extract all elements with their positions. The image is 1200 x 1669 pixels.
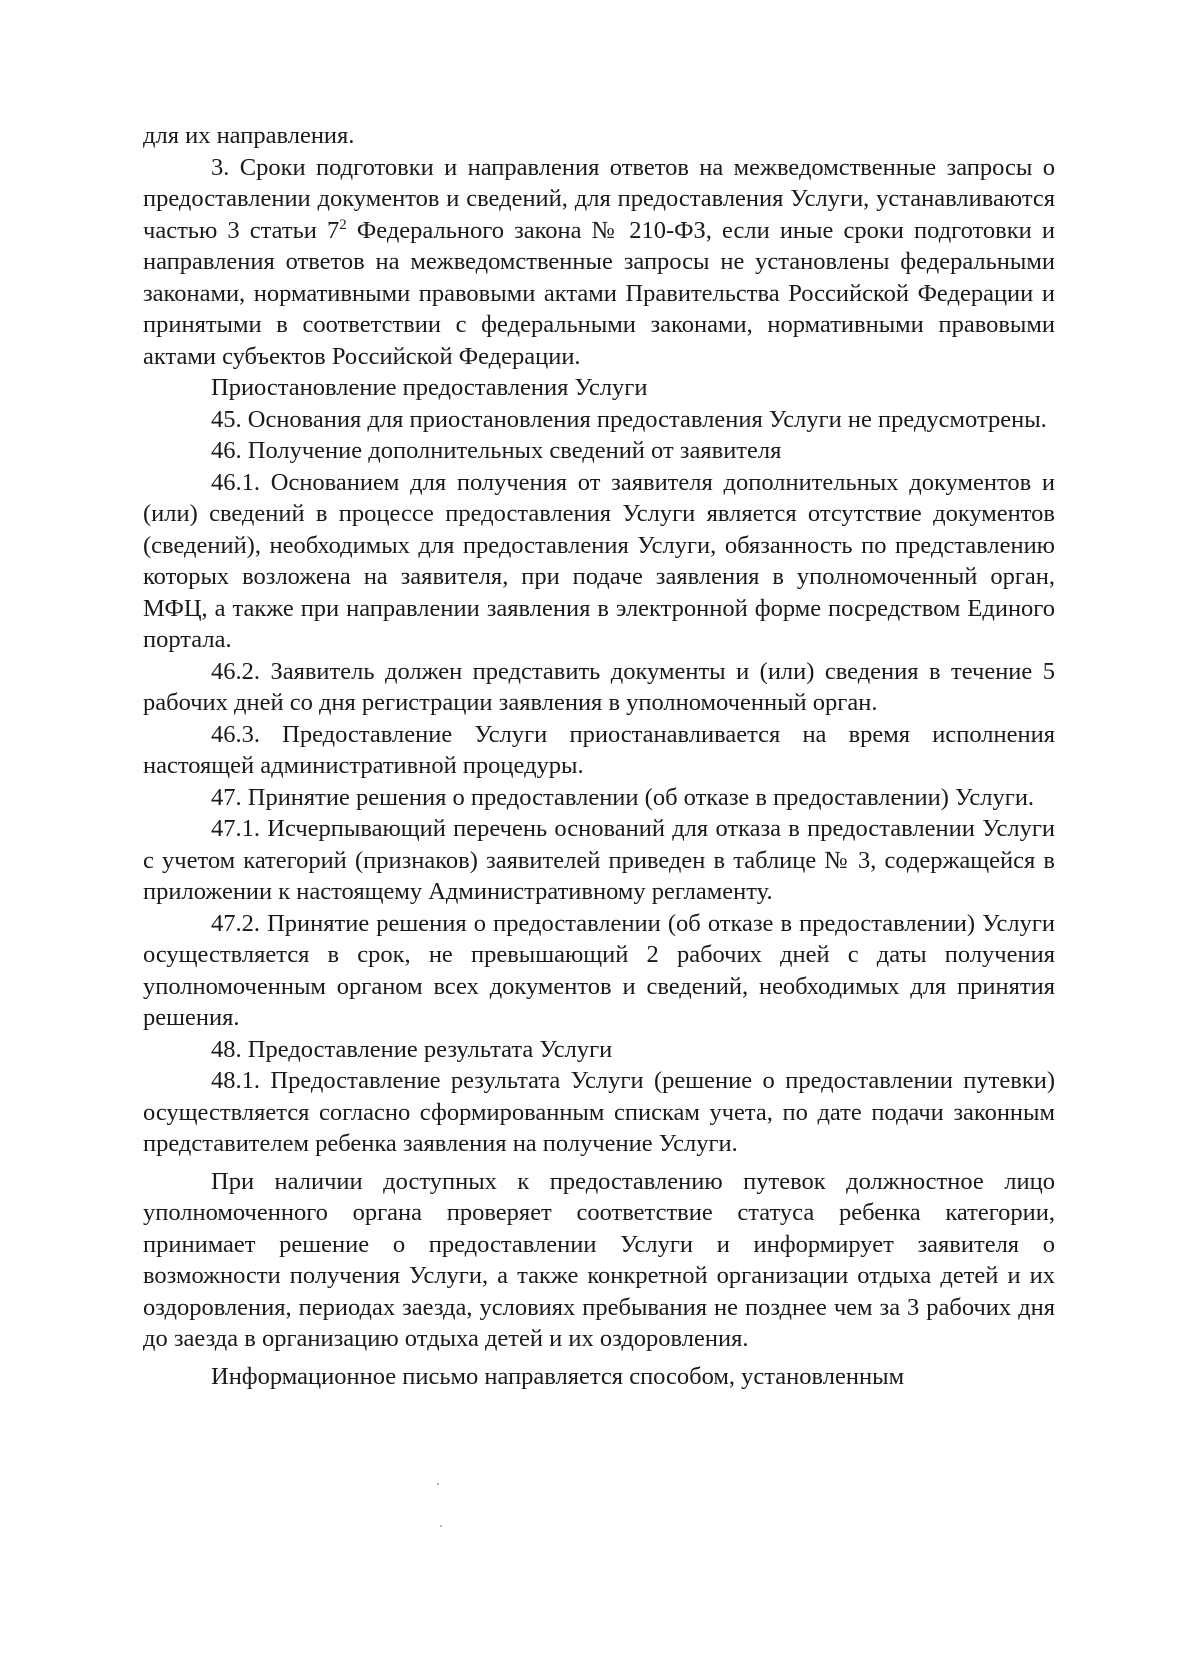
paragraph-47-2: 47.2. Принятие решения о предоставлении (об отказе в предоставлении) Услуги осуществляется в срок, не превышающий 2 рабочих дней с даты получения уполномоченным органом всех документов и сведений, необходимых для принятия решения.: [143, 909, 1055, 1031]
paragraph-3-text-before: 3. Сроки подготовки и направления ответов на межведомственные запросы о предоставлении документов и сведений, для предоставления Услуги, устанавливаются частью 3 статьи 7: [143, 153, 1055, 244]
paragraph-3-interagency-deadlines: [143, 152, 1055, 373]
paragraph-voucher-availability: При наличии доступных к предоставлению путевок должностное лицо уполномоченного органа проверяет соответствие статуса ребенка категории, принимает решение о предоставлении Услуги и информирует заявителя о возможности получения Услуги, а также конкретной организации отдыха детей и их оздоровления, периодах заезда, условиях пребывания не позднее чем за 3 рабочих дня до заезда в организацию отдыха детей и их оздоровления.: [143, 1167, 1055, 1352]
superscript-article-index: 2: [339, 216, 347, 233]
paragraph-3-text-after: Федерального закона № 210-ФЗ, если иные сроки подготовки и направления ответов на межведомственные запросы не установлены федеральными законами, нормативными правовыми актами Правительства Российской Федерации и принятыми в соответствии с федеральными законами, нормативными правовыми актами субъектов Российской Федерации.: [143, 216, 1055, 370]
paragraph-47-heading: 47. Принятие решения о предоставлении (об отказе в предоставлении) Услуги.: [211, 783, 1035, 811]
section-heading-suspension: Приостановление предоставления Услуги: [211, 374, 648, 401]
paragraph-48-heading: 48. Предоставление результата Услуги: [211, 1035, 613, 1063]
paragraph-48-1: 48.1. Предоставление результата Услуги (решение о предоставлении путевки) осуществляется согласно сформированным спискам учета, по дате подачи законным представителем ребенка заявления на получение Услуги.: [143, 1067, 1055, 1157]
paragraph-45: 45. Основания для приостановления предоставления Услуги не предусмотрены.: [211, 405, 1047, 433]
paragraph-46-2: 46.2. Заявитель должен представить документы и (или) сведения в течение 5 рабочих дней со дня регистрации заявления в уполномоченный орган.: [143, 657, 1055, 716]
paragraph-47-1: 47.1. Исчерпывающий перечень оснований для отказа в предоставлении Услуги с учетом категорий (признаков) заявителей приведен в таблице № 3, содержащейся в приложении к настоящему Административному регламенту.: [143, 815, 1055, 905]
paragraph-continuation: для их направления.: [143, 122, 355, 149]
paragraph-46-1: 46.1. Основанием для получения от заявителя дополнительных документов и (или) сведений в процессе предоставления Услуги является отсутствие документов (сведений), необходимых для предоставления Услуги, обязанность по представлению которых возложена на заявителя, при подаче заявления в уполномоченный орган, МФЦ, а также при направлении заявления в электронной форме посредством Единого портала.: [143, 468, 1055, 653]
scan-speck: [440, 1525, 442, 1527]
paragraph-information-letter: Информационное письмо направляется способом, установленным: [211, 1362, 905, 1390]
paragraph-46-3: 46.3. Предоставление Услуги приостанавливается на время исполнения настоящей административной процедуры.: [143, 720, 1055, 779]
paragraph-46-heading: 46. Получение дополнительных сведений от заявителя: [211, 437, 782, 464]
scan-speck: [437, 1483, 439, 1485]
document-body: [143, 120, 1055, 1392]
